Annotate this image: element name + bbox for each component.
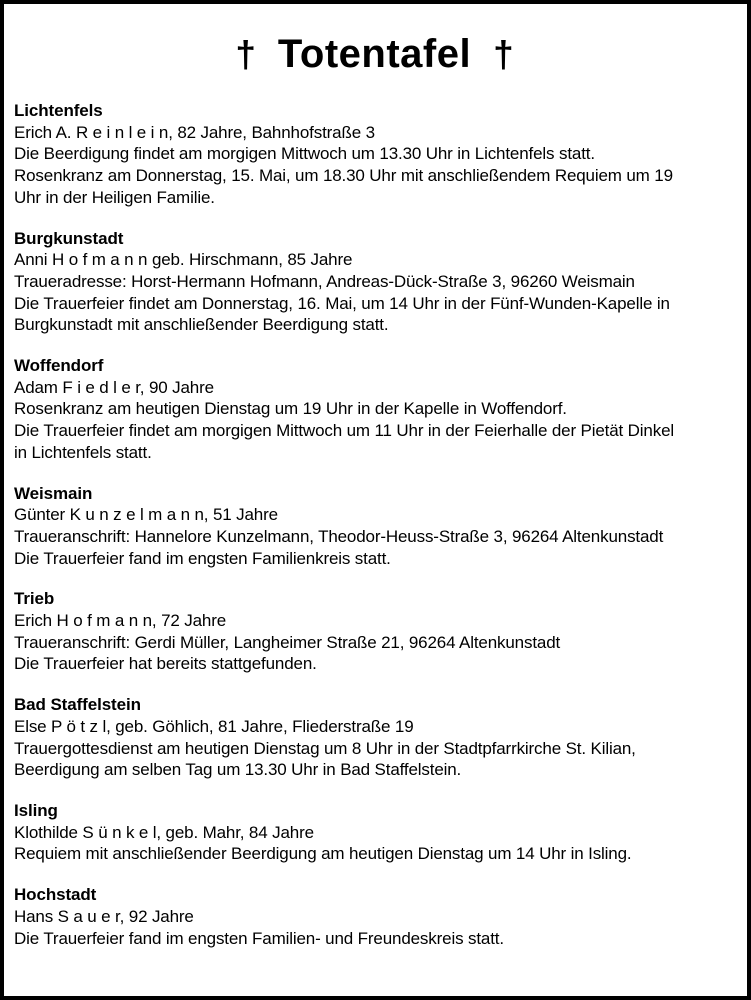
city-name: Weismain (14, 483, 93, 503)
page-title (14, 30, 735, 79)
obituary-section-lichtenfels (14, 100, 735, 209)
obituary-line: Else P ö t z l, geb. Göhlich, 81 Jahre, Fliederstraße 19 (14, 716, 414, 736)
obituary-section-woffendorf (14, 355, 735, 464)
obituary-line: Günter K u n z e l m a n n, 51 Jahre (14, 505, 278, 525)
obituary-line: Adam F i e d l e r, 90 Jahre (14, 377, 214, 397)
city-name: Burgkunstadt (14, 228, 124, 248)
obituary-section-hochstadt (14, 884, 735, 949)
obituary-line: Traueradresse: Horst-Hermann Hofmann, Andreas-Dück-Straße 3, 96260 Weismain (14, 271, 635, 291)
city-name: Woffendorf (14, 356, 104, 376)
obituary-line: Requiem mit anschließender Beerdigung am heutigen Dienstag um 14 Uhr in Isling. (14, 844, 632, 864)
obituary-line: Die Trauerfeier findet am morgigen Mittwoch um 11 Uhr in der Feierhalle der Pietät Dinkel (14, 421, 675, 441)
city-name: Bad Staffelstein (14, 695, 141, 715)
obituary-line: Beerdigung am selben Tag um 13.30 Uhr in Bad Staffelstein. (14, 760, 462, 780)
obituary-section-bad-staffelstein (14, 694, 735, 781)
obituary-line: Die Trauerfeier findet am Donnerstag, 16. Mai, um 14 Uhr in der Fünf-Wunden-Kapelle in (14, 293, 670, 313)
city-name: Hochstadt (14, 885, 97, 905)
obituary-line: Rosenkranz am Donnerstag, 15. Mai, um 18.30 Uhr mit anschließendem Requiem um 19 (14, 166, 673, 186)
city-name: Trieb (14, 589, 55, 609)
cross-icon: † (235, 34, 256, 75)
obituary-line: Die Trauerfeier fand im engsten Familienkreis statt. (14, 548, 391, 568)
obituary-line: Klothilde S ü n k e l, geb. Mahr, 84 Jahre (14, 822, 314, 842)
obituary-line: Traueranschrift: Hannelore Kunzelmann, Theodor-Heuss-Straße 3, 96264 Altenkunstadt (14, 526, 664, 546)
city-name: Isling (14, 800, 58, 820)
obituary-line: Rosenkranz am heutigen Dienstag um 19 Uhr in der Kapelle in Woffendorf. (14, 399, 567, 419)
obituary-section-trieb (14, 588, 735, 675)
obituary-line: Die Trauerfeier fand im engsten Familien- und Freundeskreis statt. (14, 928, 504, 948)
obituary-line: Die Beerdigung findet am morgigen Mittwoch um 13.30 Uhr in Lichtenfels statt. (14, 144, 595, 164)
obituary-line: in Lichtenfels statt. (14, 442, 152, 462)
obituary-line: Traueranschrift: Gerdi Müller, Langheimer Straße 21, 96264 Altenkunstadt (14, 632, 561, 652)
obituary-line: Anni H o f m a n n geb. Hirschmann, 85 Jahre (14, 250, 353, 270)
city-name: Lichtenfels (14, 101, 103, 120)
obituary-section-isling (14, 800, 735, 865)
obituary-line: Trauergottesdienst am heutigen Dienstag um 8 Uhr in der Stadtpfarrkirche St. Kilian, (14, 738, 636, 758)
obituary-line: Uhr in der Heiligen Familie. (14, 187, 215, 207)
page-title-text: Totentafel (277, 32, 472, 76)
obituary-line: Erich A. R e i n l e i n, 82 Jahre, Bahnhofstraße 3 (14, 122, 375, 142)
obituary-section-weismain (14, 483, 735, 570)
cross-icon: † (493, 34, 514, 75)
obituary-line: Die Trauerfeier hat bereits stattgefunden. (14, 654, 317, 674)
obituary-line: Erich H o f m a n n, 72 Jahre (14, 611, 227, 631)
obituary-line: Hans S a u e r, 92 Jahre (14, 906, 194, 926)
obituary-line: Burgkunstadt mit anschließender Beerdigung statt. (14, 315, 389, 335)
obituary-section-burgkunstadt (14, 228, 735, 337)
